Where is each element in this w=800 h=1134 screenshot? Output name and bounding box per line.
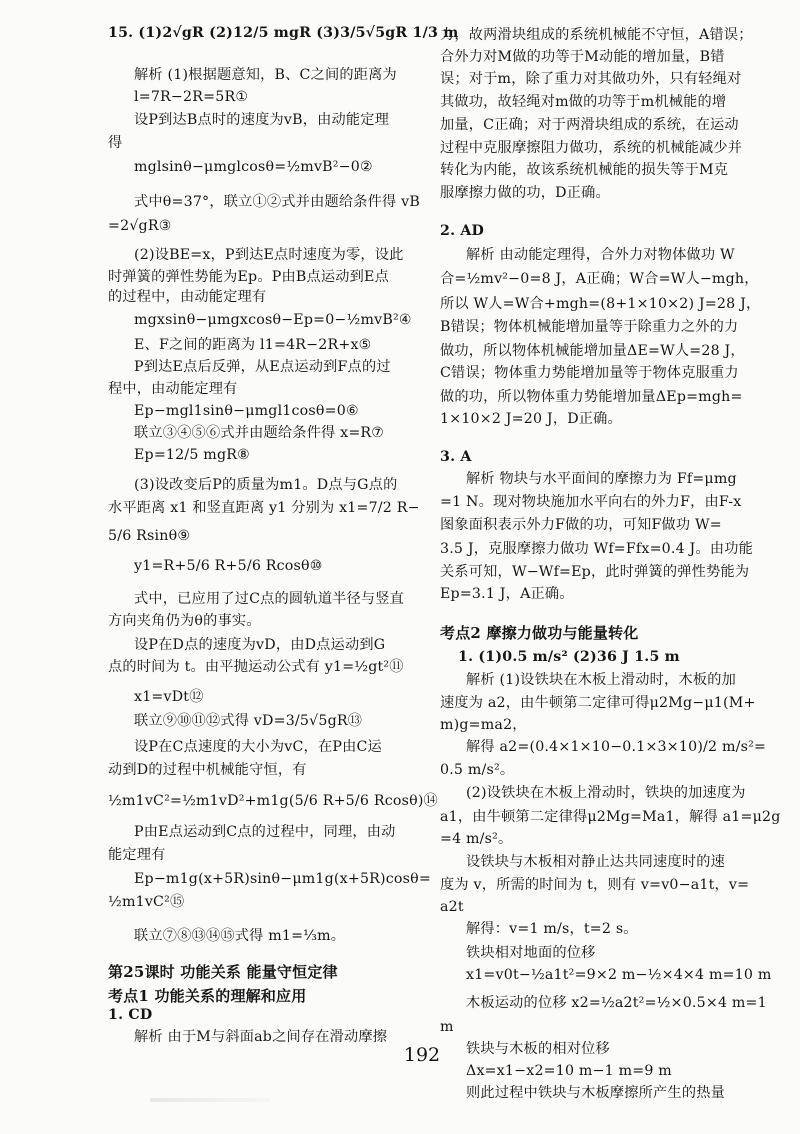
text-line: 得 — [108, 135, 123, 151]
text-line: =2√gR③ — [108, 218, 172, 234]
text-line: 转化为内能，故该系统机械能的损失等于M克 — [440, 162, 729, 178]
text-line: Ep−m1g(x+5R)sinθ−μm1g(x+5R)cosθ= — [134, 871, 431, 887]
text-line: 铁块与木板的相对位移 — [466, 1041, 610, 1057]
text-line: 过程中克服摩擦阻力做功，系统的机械能减少并 — [440, 140, 743, 156]
text-line: x1=v0t−½a1t²=9×2 m−½×4×4 m=10 m — [466, 967, 772, 983]
text-line: 设铁块与木板相对静止达共同速度时的速 — [466, 854, 725, 870]
text-line: 设P在D点的速度为vD，由D点运动到G — [134, 637, 386, 653]
text-line: Ep−mgl1sinθ−μmgl1cosθ=0⑥ — [134, 403, 359, 419]
text-line: C错误；物体重力势能增加量等于物体克服重力 — [440, 365, 739, 381]
text-line: a2t — [440, 899, 464, 915]
text-line: m)g=ma2， — [440, 717, 527, 733]
text-line: Ep=3.1 J，A正确。 — [440, 586, 574, 602]
text-line: 服摩擦力做的功，D正确。 — [440, 185, 610, 201]
text-line: 1. CD — [108, 1007, 153, 1023]
text-line: E、F之间的距离为 l1=4R−2R+x⑤ — [134, 337, 372, 353]
text-line: 第25课时 功能关系 能量守恒定律 — [108, 963, 338, 981]
text-line: 解析 物块与水平面间的摩擦力为 Ff=μmg — [466, 471, 737, 487]
text-line: 解析 (1)根据题意知，B、C之间的距离为 — [134, 67, 397, 83]
text-line: Ep=12/5 mgR⑧ — [134, 447, 251, 463]
text-line: 考点1 功能关系的理解和应用 — [108, 987, 307, 1005]
text-line: 误；对于m，除了重力对其做功外，只有轻绳对 — [440, 71, 742, 87]
text-line: 1×10×2 J=20 J，D正确。 — [440, 411, 622, 427]
text-line: 程中，由动能定理有 — [108, 381, 238, 397]
text-line: 合外力对M做的功等于M动能的增加量，B错 — [440, 49, 725, 65]
text-line: 0.5 m/s²。 — [440, 762, 515, 778]
text-line: 解得 a2=(0.4×1×10−0.1×3×10)/2 m/s²= — [466, 739, 767, 755]
text-line: x1=vDt⑫ — [134, 689, 204, 705]
text-line: 方向夹角仍为θ的事实。 — [108, 613, 261, 629]
text-line: 铁块相对地面的位移 — [466, 945, 596, 961]
text-line: l=7R−2R=5R① — [134, 89, 249, 105]
text-line: 设P在C点速度的大小为vC，在P由C运 — [134, 739, 382, 755]
text-line: 5/6 Rsinθ⑨ — [108, 528, 191, 544]
text-line: 解析 (1)设铁块在木板上滑动时，木板的加 — [466, 672, 736, 688]
text-line: 所以 W人=W合+mgh=(8+1×10×2) J=28 J， — [440, 296, 761, 312]
page-number: 192 — [403, 1044, 441, 1066]
text-line: 解析 由动能定理得，合外力对物体做功 W — [466, 247, 735, 263]
text-line: 能定理有 — [108, 847, 166, 863]
text-line: 式中，已应用了过C点的圆轨道半径与竖直 — [134, 591, 405, 607]
text-line: ½m1vC²⑮ — [108, 894, 185, 910]
text-line: 考点2 摩擦力做功与能量转化 — [440, 624, 639, 642]
text-line: 1. (1)0.5 m/s² (2)36 J 1.5 m — [458, 649, 680, 665]
text-line: 水平距离 x1 和竖直距离 y1 分别为 x1=7/2 R− — [108, 500, 420, 516]
text-line: 联立③④⑤⑥式并由题给条件得 x=R⑦ — [134, 425, 385, 441]
text-line: P由E点运动到C点的过程中，同理，由动 — [134, 824, 396, 840]
text-line: =1 N。现对物块施加水平向右的外力F，由F-x — [440, 494, 742, 510]
text-line: mglsinθ−μmglcosθ=½mvB²−0② — [134, 159, 373, 175]
text-line: 15. (1)2√gR (2)12/5 mgR (3)3/5√5gR 1/3 m — [108, 25, 459, 41]
text-line: P到达E点后反弹，从E点运动到F点的过 — [134, 359, 391, 375]
text-line: 2. AD — [440, 223, 485, 239]
text-line: 的过程中，由动能定理有 — [108, 289, 267, 305]
text-line: 3.5 J，克服摩擦力做功 Wf=Ffx=0.4 J。由功能 — [440, 541, 753, 557]
text-line: 联立⑨⑩⑪⑫式得 vD=3/5√5gR⑬ — [134, 713, 363, 729]
text-line: =4 m/s²。 — [440, 831, 513, 847]
text-line: 图象面积表示外力F做的功，可知F做功 W= — [440, 517, 722, 533]
text-line: Δx=x1−x2=10 m−1 m=9 m — [466, 1063, 672, 1079]
text-line: (3)设改变后P的质量为m1。D点与G点的 — [134, 477, 398, 493]
text-line: ½m1vC²=½m1vD²+m1g(5/6 R+5/6 Rcosθ)⑭ — [108, 793, 438, 809]
text-line: 设P到达B点时的速度为vB，由动能定理 — [134, 112, 390, 128]
text-line: m — [440, 1019, 454, 1035]
text-line: 做的功，所以物体重力势能增加量ΔEp=mgh= — [440, 389, 743, 405]
text-line: 动到D的过程中机械能守恒，有 — [108, 762, 307, 778]
text-line: B错误；物体机械能增加量等于除重力之外的力 — [440, 319, 739, 335]
text-line: 时弹簧的弹性势能为Ep。P由B点运动到E点 — [108, 269, 389, 285]
text-line: 做功，所以物体机械能增加量ΔE=W人=28 J， — [440, 343, 745, 359]
text-line: 点的时间为 t。由平抛运动公式有 y1=½gt²⑪ — [108, 659, 404, 675]
text-line: 木板运动的位移 x2=½a2t²=½×0.5×4 m=1 — [466, 995, 767, 1011]
text-line: 合=½mv²−0=8 J，A正确；W合=W人−mgh， — [440, 271, 759, 287]
text-line: a1，由牛顿第二定律得μ2Mg=Ma1，解得 a1=μ2g — [440, 809, 781, 825]
text-line: 其做功，故轻绳对m做的功等于m机械能的增 — [440, 94, 727, 110]
text-line: y1=R+5/6 R+5/6 Rcosθ⑩ — [134, 558, 323, 574]
scan-smudge — [150, 1098, 270, 1102]
text-line: 则此过程中铁块与木板摩擦所产生的热量 — [466, 1085, 725, 1101]
text-line: 加量，C正确；对于两滑块组成的系统，在运动 — [440, 117, 739, 133]
text-line: mgxsinθ−μmgxcosθ−Ep=0−½mvB²④ — [134, 312, 412, 328]
text-line: (2)设BE=x，P到达E点时速度为零，设此 — [134, 247, 404, 263]
text-line: 度为 v，所需的时间为 t，则有 v=v0−a1t，v= — [440, 877, 750, 893]
text-line: 式中θ=37°，联立①②式并由题给条件得 vB — [134, 194, 420, 210]
text-line: 速度为 a2，由牛顿第二定律可得μ2Mg−μ1(M+ — [440, 695, 756, 711]
text-line: (2)设铁块在木板上滑动时，铁块的加速度为 — [466, 785, 746, 801]
text-line: 3. A — [440, 449, 472, 465]
text-line: 关系可知，W−Wf=Ep，此时弹簧的弹性势能为 — [440, 564, 750, 580]
text-line: 解得：v=1 m/s，t=2 s。 — [466, 921, 638, 937]
text-line: 力，故两滑块组成的系统机械能不守恒，A错误； — [440, 27, 753, 43]
text-line: 解析 由于M与斜面ab之间存在滑动摩擦 — [134, 1029, 388, 1045]
text-line: 联立⑦⑧⑬⑭⑮式得 m1=⅓m。 — [134, 928, 346, 944]
